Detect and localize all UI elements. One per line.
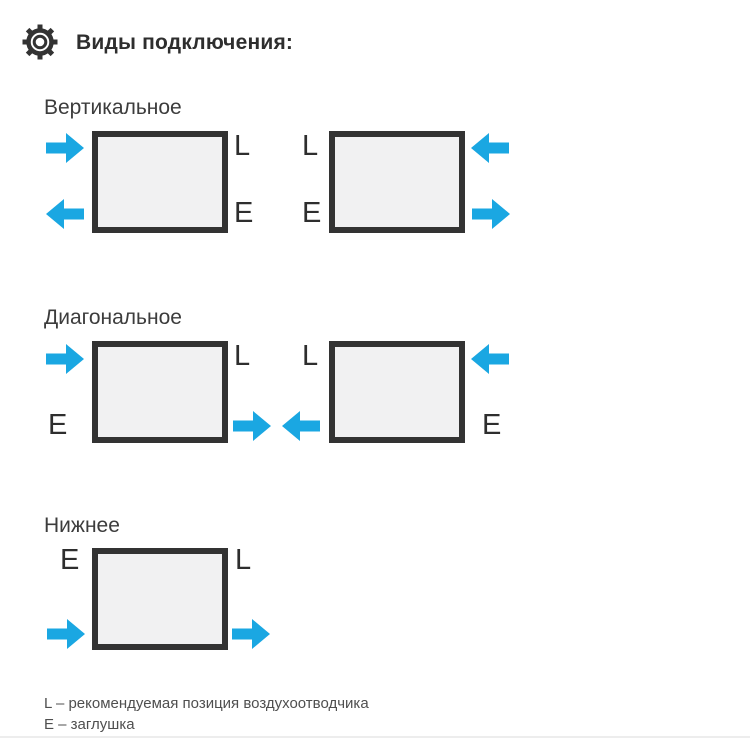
section-title-diagonal: Диагональное <box>44 306 182 329</box>
flow-arrow-left-icon <box>471 344 509 374</box>
gear-icon <box>20 22 60 62</box>
connection-label-l: L <box>235 544 252 576</box>
section-title-vertical: Вертикальное <box>44 96 182 119</box>
connection-label-l: L <box>234 130 251 162</box>
radiator-rect <box>92 548 228 650</box>
flow-arrow-right-icon <box>232 619 270 649</box>
radiator-rect <box>92 131 228 233</box>
flow-arrow-right-icon <box>233 411 271 441</box>
flow-arrow-right-icon <box>472 199 510 229</box>
connection-label-e: E <box>60 544 80 576</box>
section-title-bottom: Нижнее <box>44 514 120 537</box>
bottom-divider <box>0 736 750 738</box>
legend-line-e: E – заглушка <box>44 716 135 733</box>
flow-arrow-left-icon <box>471 133 509 163</box>
flow-arrow-left-icon <box>46 199 84 229</box>
radiator-rect <box>329 341 465 443</box>
flow-arrow-right-icon <box>46 133 84 163</box>
flow-arrow-right-icon <box>46 344 84 374</box>
connection-label-e: E <box>48 409 68 441</box>
connection-label-e: E <box>482 409 502 441</box>
connection-label-l: L <box>302 340 319 372</box>
connection-label-l: L <box>302 130 319 162</box>
connection-label-e: E <box>302 197 322 229</box>
radiator-rect <box>92 341 228 443</box>
legend <box>44 693 369 735</box>
flow-arrow-right-icon <box>47 619 85 649</box>
legend-line-l: L – рекомендуемая позиция воздухоотводчика <box>44 695 369 712</box>
flow-arrow-left-icon <box>282 411 320 441</box>
page-title: Виды подключения: <box>76 31 294 54</box>
connection-label-l: L <box>234 340 251 372</box>
radiator-rect <box>329 131 465 233</box>
connection-label-e: E <box>234 197 254 229</box>
